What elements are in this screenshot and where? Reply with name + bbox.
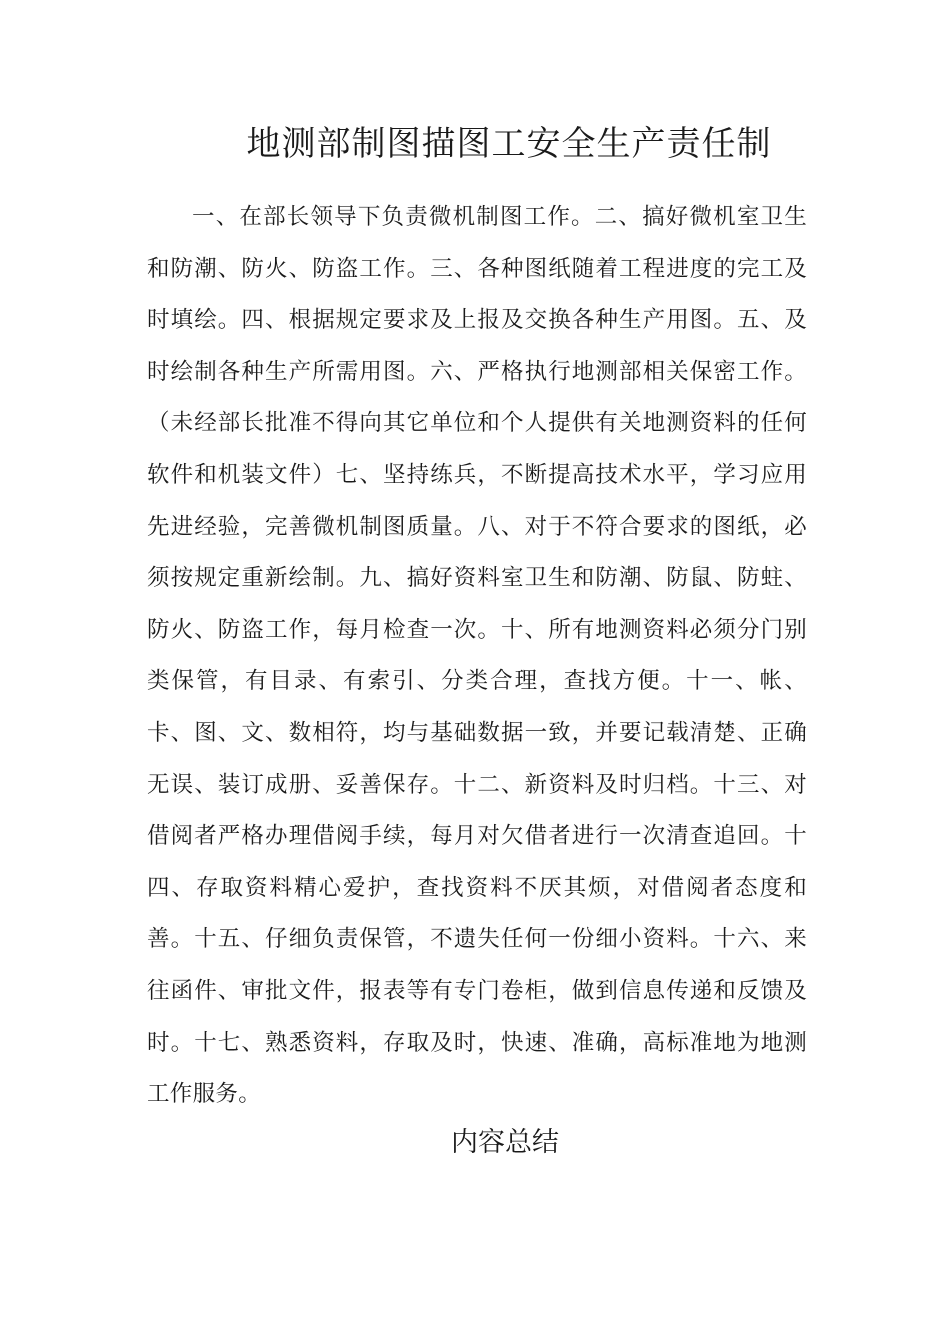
summary-heading: 内容总结 xyxy=(451,1127,559,1158)
document-body-paragraph: 一、在部长领导下负责微机制图工作。二、搞好微机室卫生和防潮、防火、防盗工作。三、各种图纸随着工程进度的完工及时填绘。四、根据规定要求及上报及交换各种生产用图。五、及时绘制各种生产所需用图。六、严格执行地测部相关保密工作。（未经部长批准不得向其它单位和个人提供有关地测资料的任何软件和机装文件）七、坚持练兵，不断提高技术水平，学习应用先进经验，完善微机制图质量。八、对于不符合要求的图纸，必须按规定重新绘制。九、搞好资料室卫生和防潮、防鼠、防蛀、防火、防盗工作，每月检查一次。十、所有地测资料必须分门别类保管，有目录、有索引、分类合理，查找方便。十一、帐、卡、图、文、数相符，均与基础数据一致，并要记载清楚、正确无误、装订成册、妥善保存。十二、新资料及时归档。十三、对借阅者严格办理借阅手续，每月对欠借者进行一次清查追回。十四、存取资料精心爱护，查找资料不厌其烦，对借阅者态度和善。十五、仔细负责保管，不遗失任何一份细小资料。十六、来往函件、审批文件，报表等有专门卷柜，做到信息传递和反馈及时。十七、熟悉资料，存取及时，快速、准确，高标准地为地测工作服务。 xyxy=(147,204,807,1108)
document-title: 地测部制图描图工安全生产责任制 xyxy=(246,124,772,164)
